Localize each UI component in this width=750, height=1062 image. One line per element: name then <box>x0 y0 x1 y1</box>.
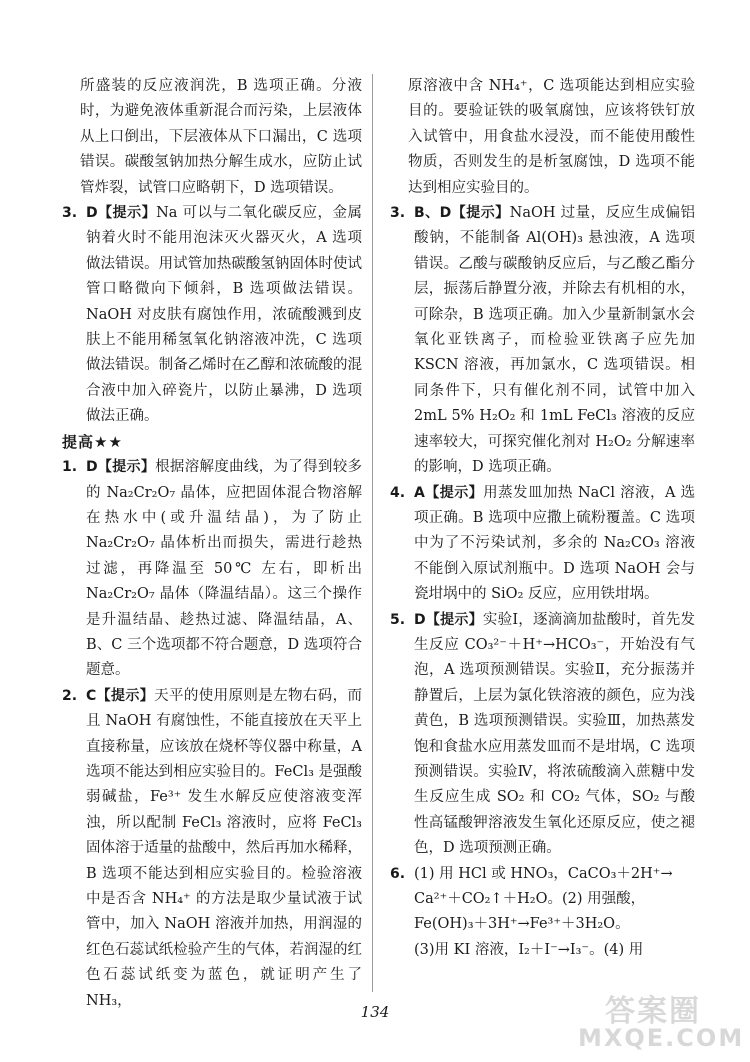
question-number: 2. <box>62 687 78 704</box>
right-question-6 <box>390 862 695 964</box>
watermark-title: 答案圈 <box>605 994 701 1029</box>
answer-text: 实验Ⅰ，逐滴滴加盐酸时，首先发生反应 CO₃²⁻＋H⁺→HCO₃⁻，开始没有气泡，A 选项预测错误。实验Ⅱ，充分振荡并静置后，上层为氯化铁溶液的颜色，应为浅黄色，B 选项预测错误。实验Ⅲ，加热蒸发饱和食盐水应用蒸发皿而不是坩埚，C 选项预测错误。实验Ⅳ，将浓硫酸滴入蔗糖中发生反应生成 SO₂ 和 CO₂ 气体，SO₂ 与酸性高锰酸钾溶液发生氧化还原反应，使之褪色，D 选项预测正确。 <box>414 611 695 857</box>
page-number: 134 <box>360 1003 390 1021</box>
right-question-3 <box>390 201 695 480</box>
left-question-3 <box>62 201 362 430</box>
answer-text: Na 可以与二氧化碳反应，金属钠着火时不能用泡沫灭火器灭火，A 选项做法错误。用试管加热碳酸氢钠固体时使试管口略微向下倾斜，B 选项做法错误。NaOH 对皮肤有腐蚀作用，浓硫酸溅到皮肤上不能用稀氢氧化钠溶液冲洗，C 选项做法错误。制备乙烯时在乙醇和浓硫酸的混合液中加入碎瓷片，以防止暴沸，D 选项做法正确。 <box>86 205 362 425</box>
answer-line: (1) 用 HCl 或 HNO₃，CaCO₃＋2H⁺→ <box>414 865 673 882</box>
question-number: 4. <box>390 484 406 501</box>
watermark-domain: MXQE.COM <box>578 1024 745 1052</box>
left-column <box>62 74 362 1014</box>
answer-line: (3)用 KI 溶液，I₂＋I⁻→I₃⁻。(4) 用 <box>414 941 644 958</box>
answer-hint-label: D【提示】 <box>86 205 157 222</box>
right-continuation-text: 原溶液中含 NH₄⁺，C 选项能达到相应实验目的。要验证铁的吸氧腐蚀，应该将铁钉放入试管中，用食盐水浸没，而不能使用酸性物质，否则发生的是析氢腐蚀，D 选项不能达到相应实验目的。 <box>408 78 695 196</box>
answer-hint-label: D【提示】 <box>86 459 156 476</box>
right-column <box>390 74 695 963</box>
right-question-4 <box>390 481 695 608</box>
section-heading-advanced: 提高★★ <box>62 432 123 451</box>
answer-hint-label: B、D【提示】 <box>414 205 510 222</box>
answer-text: 根据溶解度曲线，为了得到较多的 Na₂Cr₂O₇ 晶体，应把固体混合物溶解在热水中(或升温结晶)，为了防止 Na₂Cr₂O₇ 晶体析出而损失，需进行趁热过滤，再降温至 50℃ 左右，即析出 Na₂Cr₂O₇ 晶体（降温结晶）。这三个操作是升温结晶、趁热过滤、降温结晶，A、B、C 三个选项都不符合题意，D 选项符合题意。 <box>86 459 363 679</box>
column-divider <box>372 74 373 992</box>
watermark-logo <box>578 986 745 1056</box>
answer-hint-label: C【提示】 <box>86 687 155 704</box>
question-number: 6. <box>390 865 406 882</box>
answer-text: NaOH 过量，反应生成偏铝酸钠，不能制备 Al(OH)₃ 悬浊液，A 选项错误。乙酸与碳酸钠反应后，与乙酸乙酯分层，振荡后静置分液，并除去有机相的水，可除杂，B 选项正确。加入少量新制氯水会氧化亚铁离子，而检验亚铁离子应先加 KSCN 溶液，再加氯水，C 选项错误。相同条件下，只有催化剂不同，试管中加入 2mL 5% H₂O₂ 和 1mL FeCl₃ 溶液的反应速率较大，可探究催化剂对 H₂O₂ 分解速率的影响，D 选项正确。 <box>414 205 695 476</box>
answer-hint-label: A【提示】 <box>414 484 484 501</box>
answer-text: 用蒸发皿加热 NaCl 溶液，A 选项正确。B 选项中应撒上硫粉覆盖。C 选项中为了不污染试剂，多余的 Na₂CO₃ 溶液不能倒入原试剂瓶中。D 选项 NaOH 会与瓷坩埚中的 SiO₂ 反应，应用铁坩埚。 <box>414 484 695 603</box>
right-question-5 <box>390 608 695 862</box>
question-number: 5. <box>390 611 406 628</box>
answer-text: 天平的使用原则是左物右码，而且 NaOH 有腐蚀性，不能直接放在天平上直接称量，应该放在烧杯等仪器中称量，A 选项不能达到相应实验目的。FeCl₃ 是强酸弱碱盐，Fe³⁺ 发生水解反应使溶液变浑浊，所以配制 FeCl₃ 溶液时，应将 FeCl₃ 固体溶于适量的盐酸中，然后再加水稀释，B 选项不能达到相应实验目的。检验溶液中是否含 NH₄⁺ 的方法是取少量试液于试管中，加入 NaOH 溶液并加热，用润湿的红色石蕊试纸检验产生的气体，若润湿的红色石蕊试纸变为蓝色，就证明产生了 NH₃， <box>86 687 363 1009</box>
answer-line: Fe(OH)₃＋3H⁺→Fe³⁺＋3H₂O。 <box>414 916 630 933</box>
question-number: 3. <box>62 205 78 222</box>
left-question-2 <box>62 684 362 1014</box>
left-continuation-text: 所盛装的反应液润洗，B 选项正确。分液时，为避免液体重新混合而污染，上层液体从上口倒出，下层液体从下口漏出，C 选项错误。碳酸氢钠加热分解生成水，应防止试管炸裂，试管口应略朝下，D 选项错误。 <box>80 78 362 196</box>
question-number: 1. <box>62 459 78 476</box>
answer-line: Ca²⁺＋CO₂↑＋H₂O。(2) 用强酸， <box>414 891 646 907</box>
question-number: 3. <box>390 205 406 222</box>
answer-hint-label: D【提示】 <box>414 611 483 628</box>
left-question-1 <box>62 455 362 684</box>
